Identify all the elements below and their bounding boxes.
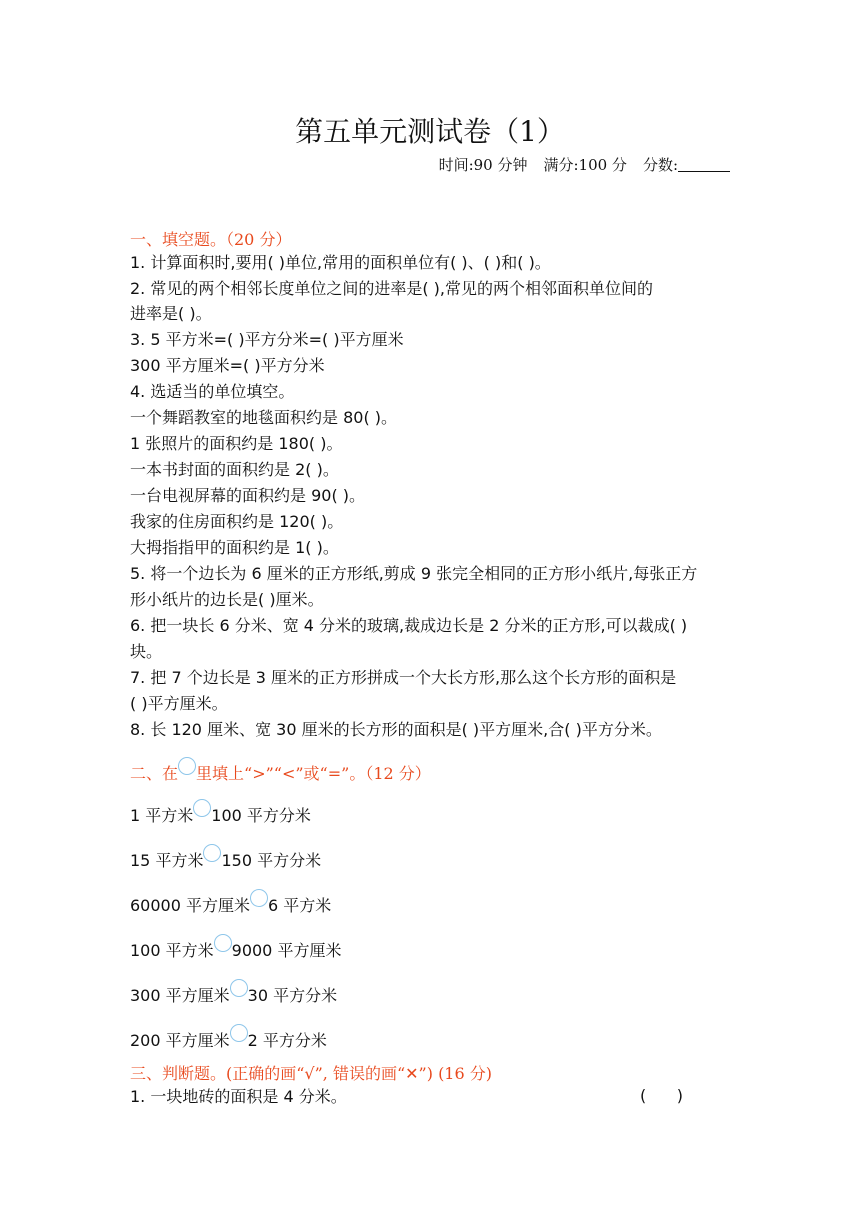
exam-meta — [423, 154, 730, 175]
question-line: 形小纸片的边长是( )厘米。 — [130, 590, 324, 609]
compare-left: 1 平方米 — [130, 806, 194, 825]
compare-left: 15 平方米 — [130, 851, 204, 870]
question-line: 1 张照片的面积约是 180( )。 — [130, 434, 343, 453]
question-line: 3. 5 平方米=( )平方分米=( )平方厘米 — [130, 330, 404, 349]
compare-right: 100 平方分米 — [211, 806, 311, 825]
compare-item — [130, 934, 732, 962]
section-fill-in-heading: 一、填空题。（20 分） — [130, 230, 292, 249]
question-line: 块。 — [130, 642, 163, 661]
heading-text-after: 里填上“>”“<”或“=”。（12 分） — [196, 764, 431, 783]
judge-item: 1. 一块地砖的面积是 4 分米。 — [130, 1087, 347, 1106]
heading-text-before: 二、在 — [130, 764, 179, 783]
compare-left: 60000 平方厘米 — [130, 896, 250, 915]
compare-right: 6 平方米 — [268, 896, 332, 915]
question-line: 一台电视屏幕的面积约是 90( )。 — [130, 486, 366, 505]
question-line: 1. 计算面积时,要用( )单位,常用的面积单位有( )、( )和( )。 — [130, 253, 551, 272]
answer-circle[interactable] — [203, 844, 221, 862]
compare-item — [130, 1024, 732, 1052]
answer-circle[interactable] — [250, 889, 268, 907]
score-blank[interactable] — [678, 171, 730, 172]
section-judge-heading: 三、判断题。(正确的画“√”, 错误的画“✕”) (16 分) — [130, 1064, 492, 1083]
compare-left: 300 平方厘米 — [130, 986, 230, 1005]
question-line: 300 平方厘米=( )平方分米 — [130, 356, 325, 375]
question-line: 8. 长 120 厘米、宽 30 厘米的长方形的面积是( )平方厘米,合( )平方分米。 — [130, 720, 662, 739]
question-line: 7. 把 7 个边长是 3 厘米的正方形拼成一个大长方形,那么这个长方形的面积是 — [130, 668, 677, 687]
compare-item — [130, 889, 732, 917]
question-line: 一个舞蹈教室的地毯面积约是 80( )。 — [130, 408, 398, 427]
compare-right: 150 平方分米 — [221, 851, 322, 870]
section-compare-heading — [130, 757, 431, 784]
full-score-label: 满分:100 分 — [543, 156, 627, 174]
score-label: 分数: — [642, 156, 678, 174]
compare-item — [130, 979, 732, 1007]
circle-icon — [178, 757, 196, 775]
compare-left: 100 平方米 — [130, 941, 214, 960]
page-title: 第五单元测试卷（1） — [295, 115, 565, 148]
question-line: 大拇指指甲的面积约是 1( )。 — [130, 538, 339, 557]
question-line: 一本书封面的面积约是 2( )。 — [130, 460, 339, 479]
time-label: 时间:90 分钟 — [438, 156, 528, 174]
compare-item — [130, 844, 732, 872]
compare-right: 9000 平方厘米 — [231, 941, 342, 960]
question-line: 进率是( )。 — [130, 304, 212, 323]
answer-circle[interactable] — [193, 799, 211, 817]
question-line: 2. 常见的两个相邻长度单位之间的进率是( ),常见的两个相邻面积单位间的 — [130, 279, 654, 298]
question-line: 5. 将一个边长为 6 厘米的正方形纸,剪成 9 张完全相同的正方形小纸片,每张正方 — [130, 564, 698, 583]
question-line: 我家的住房面积约是 120( )。 — [130, 512, 344, 531]
answer-circle[interactable] — [214, 934, 232, 952]
judge-answer-blank[interactable]: ( ) — [640, 1086, 683, 1105]
question-line: 6. 把一块长 6 分米、宽 4 分米的玻璃,裁成边长是 2 分米的正方形,可以裁成( ) — [130, 616, 688, 635]
compare-item — [130, 799, 732, 827]
answer-circle[interactable] — [230, 979, 248, 997]
answer-circle[interactable] — [230, 1024, 248, 1042]
question-line: ( )平方厘米。 — [130, 694, 228, 713]
compare-left: 200 平方厘米 — [130, 1031, 230, 1050]
question-line: 4. 选适当的单位填空。 — [130, 382, 295, 401]
compare-right: 30 平方分米 — [247, 986, 338, 1005]
compare-right: 2 平方分米 — [247, 1031, 327, 1050]
